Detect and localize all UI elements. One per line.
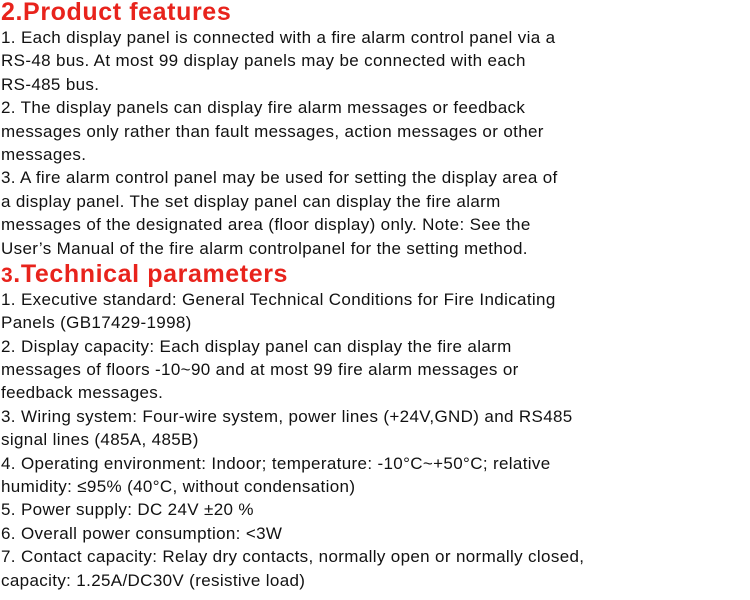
product-features-section	[0, 0, 750, 260]
parameter-line: capacity: 1.25A/DC30V (resistive load)	[1, 570, 306, 590]
feature-line: RS-485 bus.	[1, 74, 100, 94]
section-title: .Technical parameters	[13, 259, 289, 288]
parameter-line: feedback messages.	[1, 383, 164, 403]
technical-parameters-section	[0, 260, 750, 592]
feature-line: messages only rather than fault messages, action messages or other	[1, 121, 544, 141]
parameter-line: 2. Display capacity: Each display panel can display the fire alarm	[1, 336, 512, 356]
feature-line: 3. A fire alarm control panel may be used for setting the display area of	[1, 168, 558, 188]
parameter-line: 5. Power supply: DC 24V ±20 %	[1, 500, 254, 520]
section-title: .Product features	[15, 0, 232, 26]
feature-line: messages of the designated area (floor display) only. Note: See the	[1, 215, 531, 235]
parameter-line: 4. Operating environment: Indoor; temperature: -10°C~+50°C; relative	[1, 453, 551, 473]
parameter-line: Panels (GB17429-1998)	[1, 313, 192, 333]
parameter-line: signal lines (485A, 485B)	[1, 430, 199, 450]
parameter-line: messages of floors -10~90 and at most 99 fire alarm messages or	[1, 360, 519, 380]
parameter-line: 6. Overall power consumption: <3W	[1, 523, 283, 543]
parameter-line: 1. Executive standard: General Technical Conditions for Fire Indicating	[1, 289, 556, 309]
parameter-line: humidity: ≤95% (40°C, without condensation)	[1, 477, 356, 497]
parameter-line: 7. Contact capacity: Relay dry contacts, normally open or normally closed,	[1, 547, 585, 567]
feature-line: a display panel. The set display panel can display the fire alarm	[1, 191, 501, 211]
feature-line: 2. The display panels can display fire alarm messages or feedback	[1, 98, 526, 118]
technical-parameters-heading	[0, 260, 750, 288]
product-features-heading	[0, 0, 750, 26]
feature-line: User’s Manual of the fire alarm controlpanel for the setting method.	[1, 238, 528, 258]
parameter-line: 3. Wiring system: Four-wire system, power lines (+24V,GND) and RS485	[1, 406, 573, 426]
feature-line: RS-48 bus. At most 99 display panels may be connected with each	[1, 51, 526, 71]
section-number: 3	[1, 263, 14, 287]
feature-line: messages.	[1, 144, 87, 164]
section-number: 2	[1, 0, 16, 26]
feature-line: 1. Each display panel is connected with a fire alarm control panel via a	[1, 28, 556, 47]
